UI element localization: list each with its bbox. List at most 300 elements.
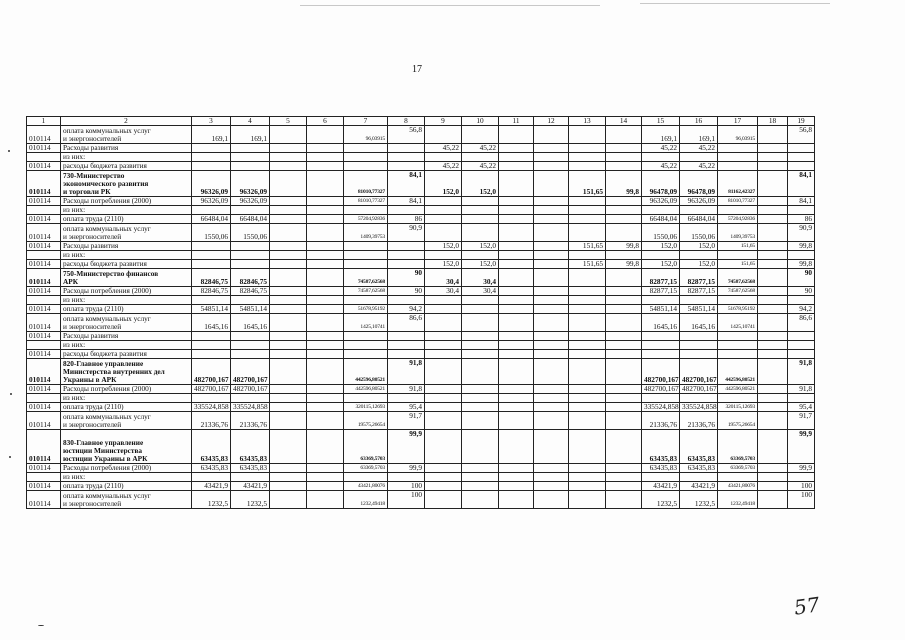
value-cell: 90,9 [388, 224, 425, 242]
value-cell [344, 473, 388, 482]
table-row [27, 412, 815, 430]
value-cell [534, 359, 569, 385]
value-cell [758, 224, 788, 242]
value-cell [499, 224, 534, 242]
value-cell [499, 153, 534, 162]
value-cell: 91,8 [388, 385, 425, 394]
value-cell [231, 162, 270, 171]
value-cell [270, 305, 307, 314]
value-cell [642, 394, 680, 403]
value-cell [344, 260, 388, 269]
value-cell: 63435,83 [192, 430, 231, 464]
value-cell [758, 260, 788, 269]
value-cell: 81010,77327 [344, 197, 388, 206]
value-cell [606, 359, 642, 385]
value-cell: 482700,167 [680, 359, 718, 385]
value-cell [569, 162, 606, 171]
value-cell [680, 153, 718, 162]
value-cell [788, 341, 815, 350]
code-cell: 010114 [27, 144, 61, 153]
code-cell: 010114 [27, 350, 61, 359]
value-cell [788, 350, 815, 359]
value-cell: 66484,04 [680, 215, 718, 224]
value-cell [270, 287, 307, 296]
item-name-cell: 750-Министерство финансов АРК [61, 269, 192, 287]
value-cell [462, 224, 499, 242]
value-cell: 74587,62568 [344, 287, 388, 296]
value-cell [270, 412, 307, 430]
value-cell [462, 430, 499, 464]
value-cell: 1409,39753 [344, 224, 388, 242]
value-cell: 152,0 [642, 260, 680, 269]
value-cell [534, 341, 569, 350]
value-cell [534, 314, 569, 332]
value-cell [425, 482, 462, 491]
code-cell: 010114 [27, 491, 61, 509]
value-cell [569, 215, 606, 224]
code-cell: 010114 [27, 430, 61, 464]
value-cell [758, 332, 788, 341]
value-cell [718, 296, 758, 305]
value-cell [388, 473, 425, 482]
item-name-cell: Расходы развития [61, 144, 192, 153]
value-cell [499, 394, 534, 403]
value-cell [270, 464, 307, 473]
value-cell: 96478,09 [680, 171, 718, 197]
value-cell: 152,0 [462, 260, 499, 269]
value-cell [606, 464, 642, 473]
value-cell: 30,4 [425, 269, 462, 287]
value-cell [642, 350, 680, 359]
value-cell [270, 491, 307, 509]
value-cell: 91,8 [388, 359, 425, 385]
value-cell [270, 332, 307, 341]
value-cell: 82846,75 [231, 269, 270, 287]
value-cell: 169,1 [642, 126, 680, 144]
value-cell [192, 296, 231, 305]
value-cell [534, 215, 569, 224]
value-cell: 320115,12693 [718, 403, 758, 412]
value-cell [499, 206, 534, 215]
value-cell: 482700,167 [192, 385, 231, 394]
value-cell [425, 350, 462, 359]
value-cell: 1232,5 [680, 491, 718, 509]
value-cell [534, 171, 569, 197]
value-cell: 1425,10741 [718, 314, 758, 332]
value-cell: 45,22 [642, 144, 680, 153]
value-cell [718, 206, 758, 215]
value-cell [758, 296, 788, 305]
value-cell [270, 197, 307, 206]
item-name-cell: Расходы потребления (2000) [61, 197, 192, 206]
value-cell [606, 153, 642, 162]
code-cell: 010114 [27, 242, 61, 251]
value-cell [606, 412, 642, 430]
value-cell [192, 341, 231, 350]
value-cell [569, 341, 606, 350]
column-number-header: 19 [788, 117, 815, 126]
table-row [27, 215, 815, 224]
column-number-header: 5 [270, 117, 307, 126]
value-cell [192, 242, 231, 251]
value-cell: 91,7 [388, 412, 425, 430]
code-cell: 010114 [27, 359, 61, 385]
value-cell: 1550,06 [231, 224, 270, 242]
value-cell [425, 385, 462, 394]
value-cell [388, 394, 425, 403]
code-cell: 010114 [27, 482, 61, 491]
value-cell: 99,9 [388, 464, 425, 473]
value-cell [462, 332, 499, 341]
table-row [27, 260, 815, 269]
value-cell [606, 430, 642, 464]
code-cell: 010114 [27, 215, 61, 224]
value-cell [425, 206, 462, 215]
value-cell [606, 473, 642, 482]
value-cell [606, 126, 642, 144]
value-cell: 152,0 [680, 260, 718, 269]
table-row [27, 394, 815, 403]
value-cell [307, 296, 344, 305]
value-cell [270, 341, 307, 350]
value-cell [606, 224, 642, 242]
value-cell: 84,1 [388, 197, 425, 206]
value-cell: 99,8 [606, 242, 642, 251]
value-cell [534, 126, 569, 144]
value-cell [569, 332, 606, 341]
value-cell [758, 350, 788, 359]
scan-top-line [640, 3, 830, 4]
value-cell [425, 126, 462, 144]
value-cell [606, 482, 642, 491]
value-cell: 1645,16 [192, 314, 231, 332]
value-cell [499, 482, 534, 491]
value-cell [307, 491, 344, 509]
value-cell: 482700,167 [680, 385, 718, 394]
value-cell [388, 206, 425, 215]
column-number-header: 6 [307, 117, 344, 126]
value-cell [307, 260, 344, 269]
value-cell [231, 153, 270, 162]
value-cell: 45,22 [462, 144, 499, 153]
value-cell [788, 394, 815, 403]
column-number-header: 18 [758, 117, 788, 126]
value-cell: 1425,10741 [344, 314, 388, 332]
value-cell [499, 491, 534, 509]
value-cell [270, 296, 307, 305]
value-cell [718, 144, 758, 153]
value-cell: 335524,858 [680, 403, 718, 412]
value-cell [499, 403, 534, 412]
value-cell [307, 473, 344, 482]
value-cell [606, 162, 642, 171]
value-cell [192, 153, 231, 162]
item-name-cell: 730-Министерство экономического развития и торговли РК [61, 171, 192, 197]
value-cell [680, 206, 718, 215]
value-cell: 82846,75 [192, 269, 231, 287]
value-cell [758, 215, 788, 224]
item-name-cell: из них: [61, 473, 192, 482]
value-cell [388, 350, 425, 359]
item-name-cell: оплата коммунальных услуг и энергоносителей [61, 224, 192, 242]
value-cell [534, 287, 569, 296]
table-row [27, 162, 815, 171]
code-cell [27, 206, 61, 215]
value-cell [499, 350, 534, 359]
value-cell [534, 403, 569, 412]
value-cell: 99,9 [788, 430, 815, 464]
value-cell: 63435,83 [231, 464, 270, 473]
value-cell [534, 206, 569, 215]
code-cell [27, 296, 61, 305]
value-cell: 1232,49418 [344, 491, 388, 509]
value-cell [231, 341, 270, 350]
column-number-header: 7 [344, 117, 388, 126]
value-cell [307, 287, 344, 296]
value-cell [425, 197, 462, 206]
value-cell: 43421,80076 [718, 482, 758, 491]
value-cell [462, 197, 499, 206]
value-cell: 1550,06 [680, 224, 718, 242]
value-cell [388, 296, 425, 305]
value-cell [534, 464, 569, 473]
value-cell: 94,2 [788, 305, 815, 314]
value-cell [499, 473, 534, 482]
value-cell [758, 403, 788, 412]
table-row [27, 332, 815, 341]
value-cell [462, 314, 499, 332]
item-name-cell: Расходы потребления (2000) [61, 464, 192, 473]
value-cell [425, 251, 462, 260]
value-cell: 21336,76 [642, 412, 680, 430]
value-cell: 86 [388, 215, 425, 224]
value-cell [307, 403, 344, 412]
value-cell: 66484,04 [642, 215, 680, 224]
value-cell: 152,0 [425, 171, 462, 197]
table-row [27, 430, 815, 464]
value-cell [499, 385, 534, 394]
value-cell [606, 296, 642, 305]
value-cell [425, 332, 462, 341]
value-cell [192, 162, 231, 171]
value-cell: 82877,15 [642, 269, 680, 287]
value-cell [270, 162, 307, 171]
value-cell: 96326,09 [231, 197, 270, 206]
value-cell [606, 206, 642, 215]
item-name-cell: из них: [61, 251, 192, 260]
value-cell: 43421,80076 [344, 482, 388, 491]
value-cell: 45,22 [642, 162, 680, 171]
value-cell: 63435,83 [642, 464, 680, 473]
value-cell [270, 269, 307, 287]
item-name-cell: из них: [61, 394, 192, 403]
value-cell: 151,65 [569, 242, 606, 251]
value-cell [462, 341, 499, 350]
value-cell: 151,65 [718, 260, 758, 269]
value-cell [270, 126, 307, 144]
value-cell [344, 341, 388, 350]
value-cell [758, 314, 788, 332]
value-cell [462, 305, 499, 314]
table-row [27, 224, 815, 242]
value-cell [307, 251, 344, 260]
value-cell: 84,1 [788, 197, 815, 206]
value-cell [462, 215, 499, 224]
column-number-header: 2 [61, 117, 192, 126]
item-name-cell: Расходы развития [61, 242, 192, 251]
value-cell [499, 171, 534, 197]
column-number-header: 8 [388, 117, 425, 126]
value-cell: 96326,09 [192, 171, 231, 197]
column-number-header: 16 [680, 117, 718, 126]
value-cell [534, 394, 569, 403]
value-cell [307, 269, 344, 287]
code-cell: 010114 [27, 269, 61, 287]
code-cell [27, 251, 61, 260]
table-row [27, 197, 815, 206]
item-name-cell: оплата коммунальных услуг и энергоносителей [61, 126, 192, 144]
value-cell [758, 144, 788, 153]
value-cell [425, 403, 462, 412]
value-cell [388, 341, 425, 350]
handwritten-page-mark: 57 [792, 592, 821, 620]
value-cell: 82846,75 [231, 287, 270, 296]
item-name-cell: оплата труда (2110) [61, 305, 192, 314]
value-cell [642, 332, 680, 341]
value-cell [231, 206, 270, 215]
value-cell [462, 153, 499, 162]
value-cell: 63435,83 [192, 464, 231, 473]
value-cell [307, 430, 344, 464]
value-cell [307, 350, 344, 359]
value-cell [462, 126, 499, 144]
value-cell: 86,6 [388, 314, 425, 332]
value-cell [231, 473, 270, 482]
code-cell: 010114 [27, 287, 61, 296]
value-cell: 43421,9 [192, 482, 231, 491]
value-cell [569, 385, 606, 394]
value-cell [307, 341, 344, 350]
value-cell [758, 197, 788, 206]
value-cell [270, 206, 307, 215]
code-cell [27, 473, 61, 482]
value-cell [499, 126, 534, 144]
value-cell [270, 403, 307, 412]
value-cell [192, 350, 231, 359]
value-cell: 19575,26654 [344, 412, 388, 430]
column-number-header: 12 [534, 117, 569, 126]
code-cell: 010114 [27, 385, 61, 394]
table-row [27, 269, 815, 287]
value-cell [192, 144, 231, 153]
value-cell [569, 464, 606, 473]
item-name-cell: оплата труда (2110) [61, 482, 192, 491]
value-cell [192, 260, 231, 269]
table-row [27, 403, 815, 412]
table-row [27, 305, 815, 314]
value-cell [307, 314, 344, 332]
value-cell [462, 350, 499, 359]
value-cell [462, 359, 499, 385]
code-cell: 010114 [27, 126, 61, 144]
value-cell [569, 482, 606, 491]
value-cell: 51678,95192 [344, 305, 388, 314]
value-cell: 90 [788, 287, 815, 296]
value-cell [758, 430, 788, 464]
value-cell [569, 473, 606, 482]
value-cell: 56,8 [388, 126, 425, 144]
scan-speck [10, 393, 12, 395]
value-cell: 30,4 [462, 269, 499, 287]
value-cell: 152,0 [462, 242, 499, 251]
value-cell [758, 251, 788, 260]
value-cell: 81162,42327 [718, 171, 758, 197]
value-cell [534, 412, 569, 430]
value-cell [758, 464, 788, 473]
value-cell [569, 296, 606, 305]
value-cell [499, 305, 534, 314]
value-cell: 335524,858 [231, 403, 270, 412]
value-cell [606, 305, 642, 314]
value-cell [758, 412, 788, 430]
value-cell [192, 206, 231, 215]
value-cell [270, 473, 307, 482]
budget-table [26, 116, 815, 509]
value-cell [788, 296, 815, 305]
value-cell [758, 473, 788, 482]
value-cell [758, 491, 788, 509]
value-cell [718, 473, 758, 482]
value-cell [569, 126, 606, 144]
value-cell: 90,9 [788, 224, 815, 242]
page-number: 17 [412, 64, 422, 75]
value-cell [680, 296, 718, 305]
value-cell: 169,1 [231, 126, 270, 144]
value-cell [344, 206, 388, 215]
value-cell: 442596,80521 [344, 385, 388, 394]
value-cell [606, 385, 642, 394]
value-cell: 151,65 [718, 242, 758, 251]
value-cell: 45,22 [425, 162, 462, 171]
value-cell: 21336,76 [192, 412, 231, 430]
value-cell: 100 [388, 482, 425, 491]
value-cell [534, 242, 569, 251]
value-cell: 63435,83 [231, 430, 270, 464]
value-cell: 86 [788, 215, 815, 224]
value-cell: 82877,15 [642, 287, 680, 296]
value-cell [606, 350, 642, 359]
value-cell: 100 [788, 482, 815, 491]
value-cell [758, 305, 788, 314]
value-cell [425, 215, 462, 224]
value-cell [307, 332, 344, 341]
value-cell [499, 269, 534, 287]
code-cell: 010114 [27, 171, 61, 197]
value-cell: 45,22 [680, 162, 718, 171]
item-name-cell: 820-Главное управление Министерства внутренних дел Украины в АРК [61, 359, 192, 385]
table-row [27, 473, 815, 482]
value-cell: 169,1 [680, 126, 718, 144]
value-cell [307, 412, 344, 430]
value-cell [499, 412, 534, 430]
value-cell [462, 206, 499, 215]
table-row [27, 314, 815, 332]
value-cell: 96,03915 [344, 126, 388, 144]
code-cell: 010114 [27, 162, 61, 171]
value-cell [680, 332, 718, 341]
code-cell: 010114 [27, 412, 61, 430]
value-cell [569, 359, 606, 385]
